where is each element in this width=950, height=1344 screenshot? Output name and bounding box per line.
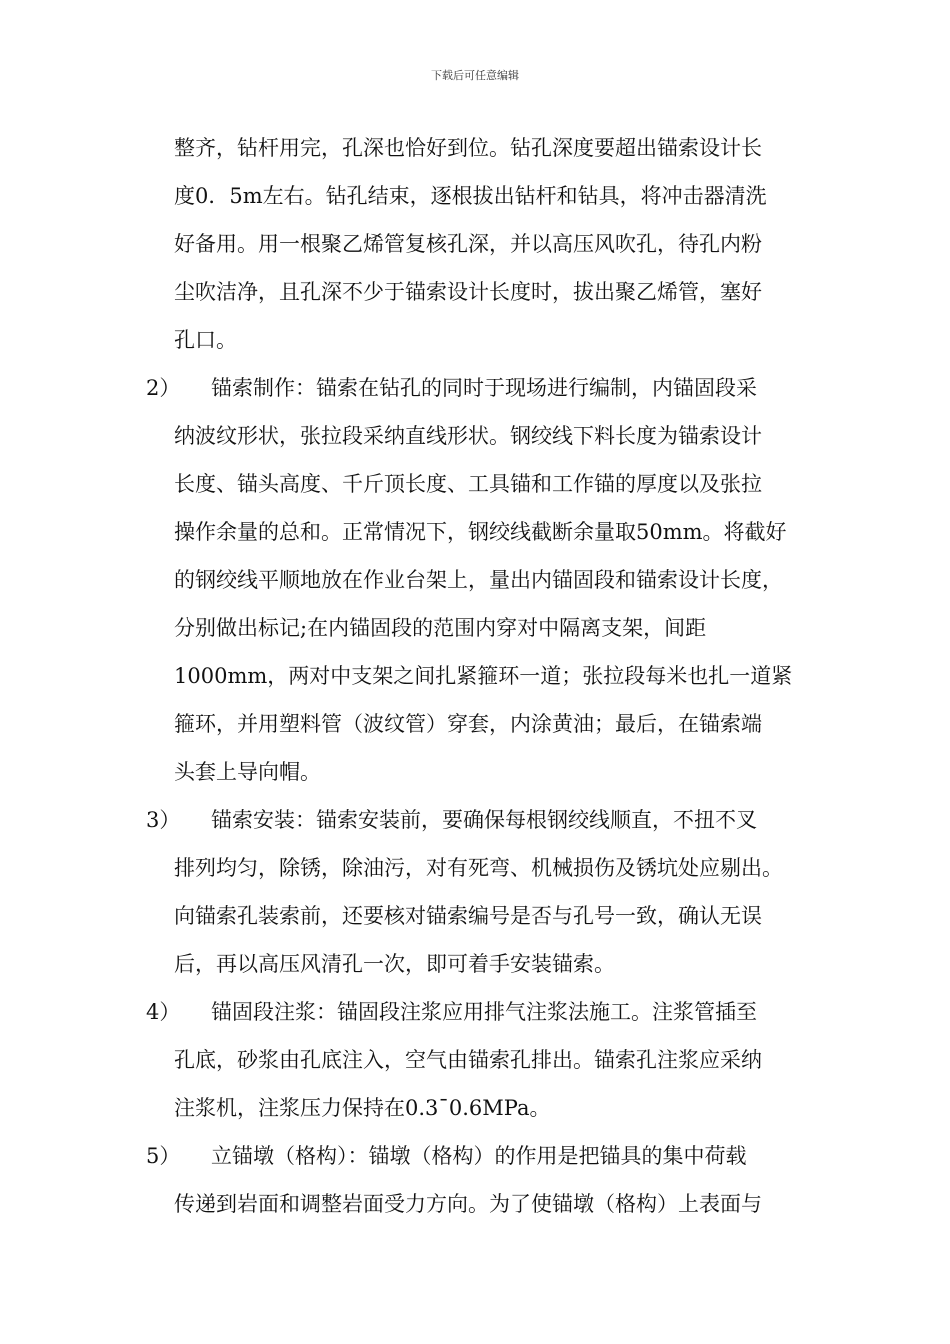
line-text: 1000mm，两对中支架之间扎紧箍环一道；张拉段每米也扎一道紧 — [174, 664, 793, 688]
line-text: 锚索制作：锚索在钻孔的同时于现场进行编制，内锚固段采 — [211, 376, 757, 400]
line-text: 好备用。用一根聚乙烯管复核孔深，并以高压风吹孔，待孔内粉 — [174, 232, 762, 256]
line-text: 排列均匀，除锈，除油污，对有死弯、机械损伤及锈坑处应剔出。 — [174, 856, 783, 880]
line-text: 锚索安装：锚索安装前，要确保每根钢绞线顺直，不扭不叉 — [211, 808, 757, 832]
line-text: 度0．5m左右。钻孔结束，逐根拔出钻杆和钻具，将冲击器清洗 — [174, 184, 767, 208]
list-number: 5） — [146, 1144, 181, 1168]
line-text: 注浆机，注浆压力保持在0.3¯0.6MPa。 — [174, 1096, 551, 1120]
line-text: 尘吹洁净，且孔深不少于锚索设计长度时，拔出聚乙烯管，塞好 — [174, 280, 762, 304]
line-text: 箍环，并用塑料管（波纹管）穿套，内涂黄油；最后，在锚索端 — [174, 712, 762, 736]
line-text: 孔底，砂浆由孔底注入，空气由锚索孔排出。锚索孔注浆应采纳 — [174, 1048, 762, 1072]
line-text: 孔口。 — [174, 328, 237, 352]
line-text: 锚固段注浆：锚固段注浆应用排气注浆法施工。注浆管插至 — [211, 1000, 757, 1024]
page-header: 下载后可任意编辑 — [431, 69, 519, 82]
line-text: 操作余量的总和。正常情况下，钢绞线截断余量取50mm。将截好 — [174, 520, 787, 544]
line-text: 头套上导向帽。 — [174, 760, 321, 784]
list-number: 4） — [146, 1000, 181, 1024]
line-text: 长度、锚头高度、千斤顶长度、工具锚和工作锚的厚度以及张拉 — [174, 472, 762, 496]
line-text: 的钢绞线平顺地放在作业台架上，量出内锚固段和锚索设计长度， — [174, 568, 783, 592]
line-text: 分别做出标记;在内锚固段的范围内穿对中隔离支架，间距 — [174, 616, 707, 640]
list-number: 2） — [146, 376, 181, 400]
line-text: 整齐，钻杆用完，孔深也恰好到位。钻孔深度要超出锚索设计长 — [174, 136, 762, 160]
line-text: 后，再以高压风清孔一次，即可着手安装锚索。 — [174, 952, 615, 976]
line-text: 传递到岩面和调整岩面受力方向。为了使锚墩（格构）上表面与 — [174, 1192, 762, 1216]
list-number: 3） — [146, 808, 181, 832]
line-text: 向锚索孔装索前，还要核对锚索编号是否与孔号一致，确认无误 — [174, 904, 762, 928]
line-text: 立锚墩（格构）：锚墩（格构）的作用是把锚具的集中荷载 — [211, 1144, 747, 1168]
line-text: 纳波纹形状，张拉段采纳直线形状。钢绞线下料长度为锚索设计 — [174, 424, 762, 448]
